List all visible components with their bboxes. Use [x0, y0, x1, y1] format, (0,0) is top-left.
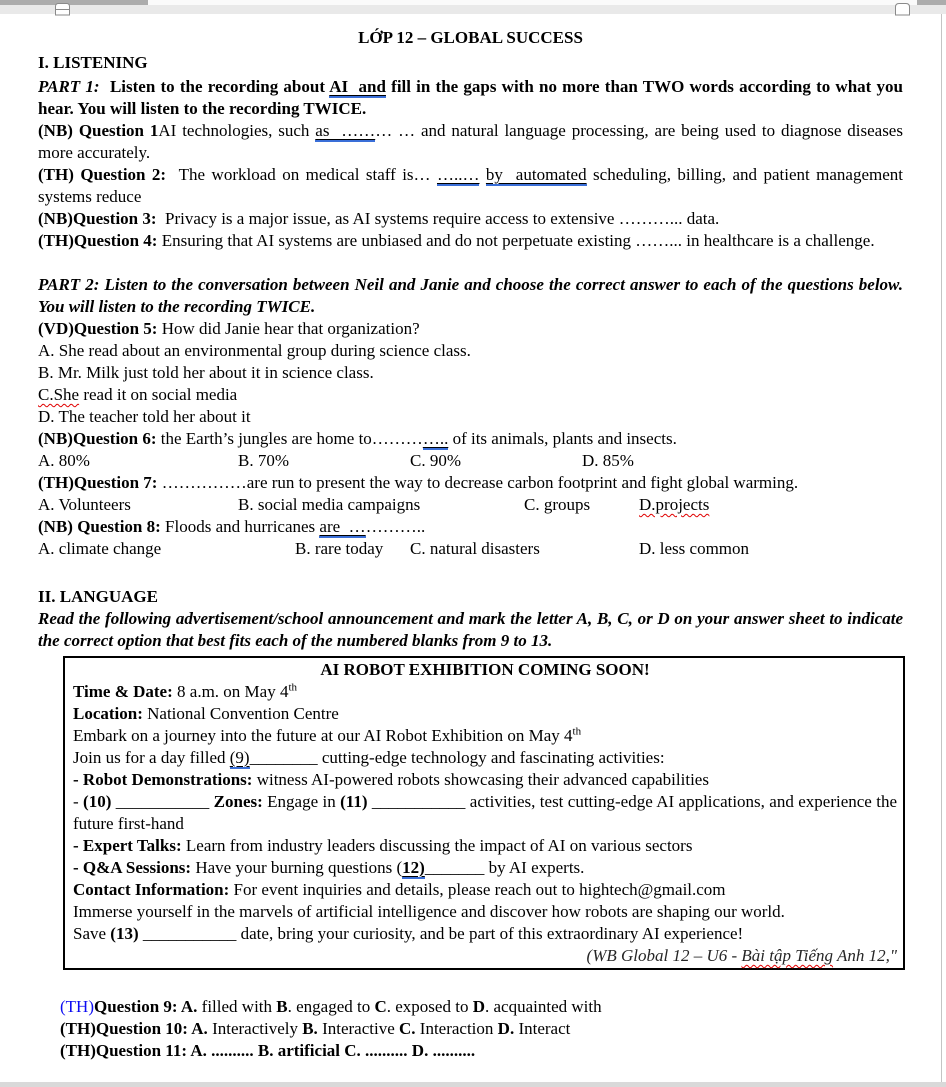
partially-visible-next-line: (TH)Question 11: A. .......... B. artificial C. .......... D. .......... — [60, 1041, 476, 1060]
question-9-option-b: B. engaged to — [276, 997, 371, 1016]
box-contact: Contact Information: For event inquiries and details, please reach out to hightech@gmail.com — [73, 880, 726, 899]
ruler-outside-left — [0, 0, 148, 5]
question-6-option-a: A. 80% — [38, 451, 90, 470]
question-8-options — [0, 538, 946, 560]
question-6-option-c: C. 90% — [410, 451, 461, 470]
grammar-underline: by automated — [485, 165, 587, 184]
page-title: LỚP 12 – GLOBAL SUCCESS — [358, 28, 583, 47]
spacer — [0, 560, 946, 586]
grammar-underline: ….. — [422, 429, 449, 448]
question-5-option-d: D. The teacher told her about it — [38, 407, 251, 426]
spacer — [0, 970, 946, 996]
listening-heading: I. LISTENING — [38, 53, 148, 72]
time-label: Time & Date: — [73, 682, 173, 701]
box-robot-demos: - Robot Demonstrations: witness AI-powered robots showcasing their advanced capabilities — [73, 770, 709, 789]
box-title: AI ROBOT EXHIBITION COMING SOON! — [320, 660, 650, 679]
question-10-label: (TH)Question 10: A. — [60, 1019, 208, 1038]
grammar-underline: are … — [319, 517, 366, 536]
question-7-option-b: B. social media campaigns — [238, 495, 421, 514]
question-5: (VD)Question 5: How did Janie hear that organization? — [38, 319, 420, 338]
question-10-option-b: B. Interactive — [302, 1019, 395, 1038]
question-8-option-c: C. natural disasters — [410, 539, 540, 558]
language-heading: II. LANGUAGE — [38, 587, 158, 606]
question-9-option-c: C. exposed to — [374, 997, 469, 1016]
expert-talks-label: - Expert Talks: — [73, 836, 182, 855]
box-embark: Embark on a journey into the future at our AI Robot Exhibition on May 4th — [73, 725, 582, 745]
question-6-label: (NB)Question 6: — [38, 429, 157, 448]
question-2: (TH) Question 2: The workload on medical staff is… …..… by automated scheduling, billing, and patient management systems reduce — [38, 165, 903, 206]
question-6-option-d: D. 85% — [582, 451, 634, 470]
question-9 — [0, 996, 946, 1018]
grammar-underline: …..… — [436, 165, 480, 184]
question-5-label: (VD)Question 5: — [38, 319, 158, 338]
box-expert-talks: - Expert Talks: Learn from industry leaders discussing the impact of AI on various sectors — [73, 836, 693, 855]
box-immerse: Immerse yourself in the marvels of artificial intelligence and discover how robots are shaping our world. — [73, 902, 785, 921]
ruler-outside-right — [917, 0, 946, 5]
question-8-option-d: D. less common — [639, 539, 750, 558]
question-5-option-b: B. Mr. Milk just told her about it in science class. — [38, 363, 374, 382]
ruler — [0, 0, 946, 14]
question-1: (NB) Question 1AI technologies, such as ……… … and natural language processing, are being used to diagnose diseases more accurately. — [38, 121, 903, 162]
question-6: (NB)Question 6: the Earth’s jungles are home to………….. of its animals, plants and insects. — [38, 429, 677, 448]
question-8-option-a: A. climate change — [38, 539, 162, 558]
question-9-option-d: D. acquainted with — [472, 997, 602, 1016]
box-save: Save (13) ___________ date, bring your curiosity, and be part of this extraordinary AI experience! — [73, 924, 744, 943]
location-label: Location: — [73, 704, 143, 723]
question-5-option-c: C.She read it on social media — [38, 385, 238, 404]
question-7: (TH)Question 7: ……………are run to present the way to decrease carbon footprint and fight global warming. — [38, 473, 799, 492]
announcement-box — [63, 656, 905, 970]
question-9-tag: (TH) — [60, 997, 94, 1016]
question-3: (NB)Question 3: Privacy is a major issue, as AI systems require access to extensive ………... data. — [38, 209, 720, 228]
question-4: (TH)Question 4: Ensuring that AI systems are unbiased and do not perpetuate existing ……... in healthcare is a challenge. — [38, 231, 875, 250]
part1-label: PART 1: — [38, 77, 100, 96]
box-join: Join us for a day filled (9)________ cutting-edge technology and fascinating activities: — [73, 748, 665, 767]
grammar-underline: (9) — [229, 748, 250, 767]
question-7-option-a: A. Volunteers — [38, 495, 131, 514]
question-8: (NB) Question 8: Floods and hurricanes are ………….. — [38, 517, 426, 536]
box-time: Time & Date: 8 a.m. on May 4th — [73, 681, 298, 701]
grammar-underline: AI and — [329, 77, 386, 96]
ruler-inside — [148, 0, 917, 5]
box-qa-sessions: - Q&A Sessions: Have your burning questions (12)_______ by AI experts. — [73, 858, 585, 877]
grammar-underline: as …… — [315, 121, 376, 140]
question-9-label: Question 9: A. — [93, 997, 198, 1016]
qa-sessions-label: - Q&A Sessions: — [73, 858, 192, 877]
spellcheck-squiggle: Bài tập Tiếng — [741, 946, 834, 965]
question-3-label: (NB)Question 3: — [38, 209, 157, 228]
box-location: Location: National Convention Centre — [73, 704, 339, 723]
question-5-option-a: A. She read about an environmental group during science class. — [38, 341, 471, 360]
box-source-citation: (WB Global 12 – U6 - Bài tập Tiếng Anh 12," — [586, 946, 897, 965]
question-4-label: (TH)Question 4: — [38, 231, 158, 250]
question-7-option-c: C. groups — [524, 495, 591, 514]
part2-instructions: PART 2: Listen to the conversation between Neil and Janie and choose the correct answer to each of the questions below. You will listen to the recording TWICE. — [38, 275, 903, 316]
question-7-option-d: D.projects — [639, 495, 710, 514]
box-zones: - (10) ___________ Zones: Engage in (11) ___________ activities, test cutting-edge AI applications, and experience the future first-hand — [73, 792, 898, 833]
part1-instructions: PART 1: Listen to the recording about AI and fill in the gaps with no more than TWO words according to what you hear. You will listen to the recording TWICE. — [38, 77, 903, 118]
question-1-label: (NB) Question 1 — [38, 121, 159, 140]
question-7-label: (TH)Question 7: — [38, 473, 158, 492]
question-8-option-b: B. rare today — [295, 539, 384, 558]
spacer — [0, 252, 946, 274]
bottom-gray-band — [0, 1082, 946, 1087]
document-content — [0, 14, 946, 1060]
question-6-options — [0, 450, 946, 472]
contact-label: Contact Information: — [73, 880, 230, 899]
question-9-option-a: filled with — [197, 997, 273, 1016]
robot-demos-label: - Robot Demonstrations: — [73, 770, 253, 789]
question-10-option-c: C. Interaction — [399, 1019, 494, 1038]
question-10 — [0, 1018, 946, 1040]
question-6-option-b: B. 70% — [238, 451, 289, 470]
question-2-label: (TH) Question 2: — [38, 165, 167, 184]
question-10-option-a: Interactively — [207, 1019, 298, 1038]
question-10-option-d: D. Interact — [497, 1019, 571, 1038]
spellcheck-squiggle: C.She — [38, 385, 80, 404]
question-7-options — [0, 494, 946, 516]
question-8-label: (NB) Question 8: — [38, 517, 161, 536]
grammar-underline: 12) — [402, 858, 425, 877]
language-instructions: Read the following advertisement/school announcement and mark the letter A, B, C, or D on your answer sheet to indicate the correct option that best fits each of the numbered blanks from 9 to 13. — [38, 609, 903, 650]
